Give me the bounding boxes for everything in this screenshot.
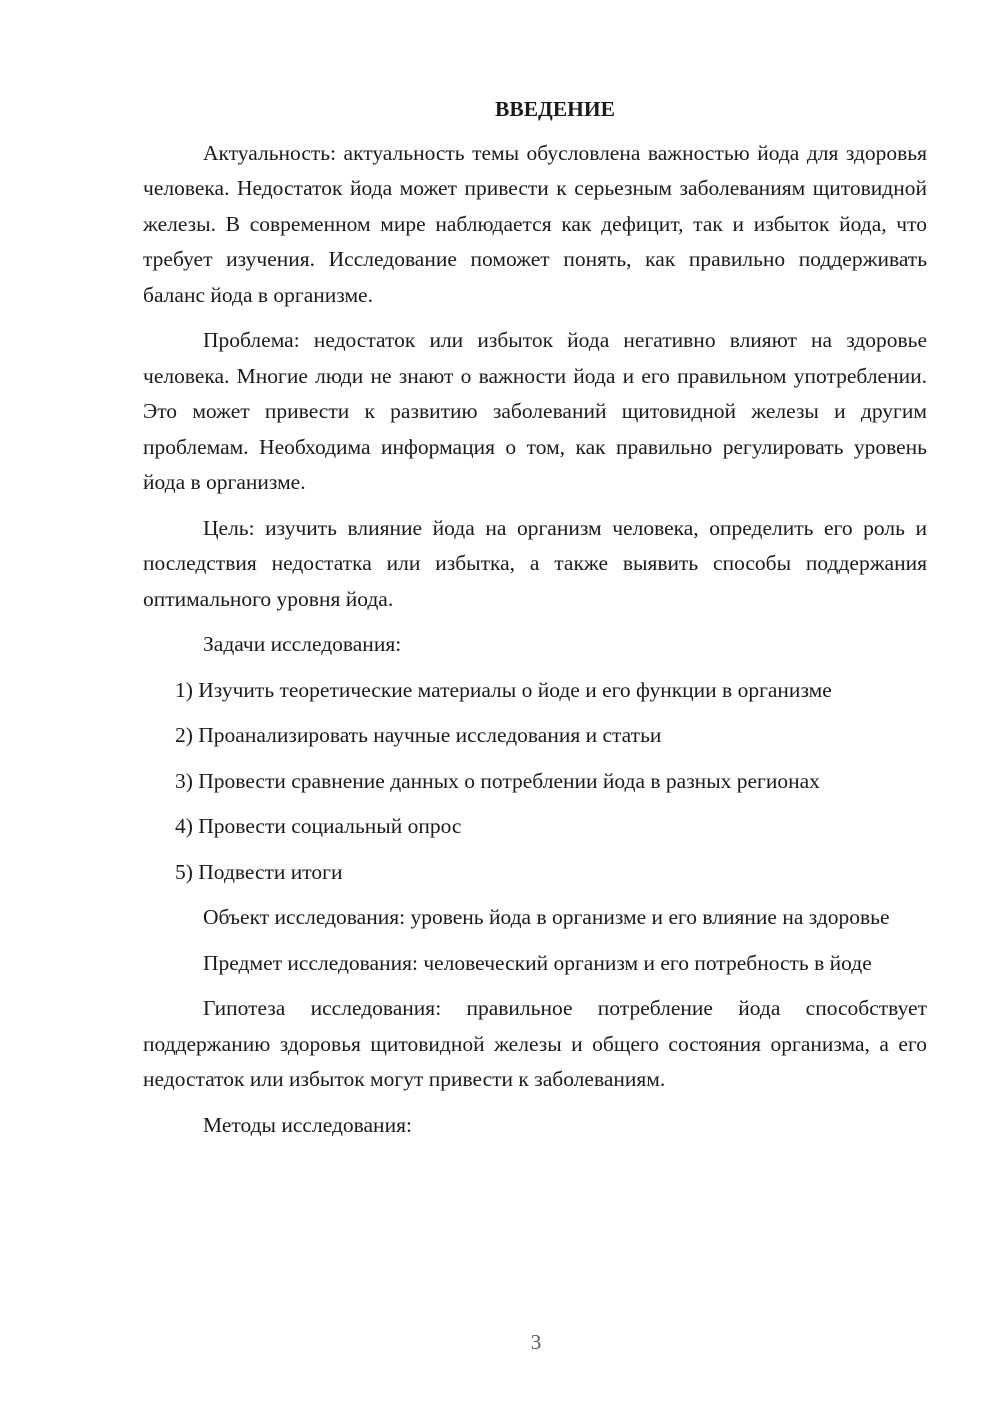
list-item: 3) Провести сравнение данных о потреблении йода в разных регионах xyxy=(175,768,820,793)
section-title: ВВЕДЕНИЕ xyxy=(495,97,615,121)
paragraph-hypothesis: Гипотеза исследования: правильное потребление йода способствует поддержанию здоровья щитовидной железы и общего состояния организма, а его недостаток или избыток могут привести к заболеваниям. xyxy=(143,996,927,1091)
list-item: 2) Проанализировать научные исследования и статьи xyxy=(175,723,662,747)
paragraph-relevance: Актуальность: актуальность темы обусловлена важностью йода для здоровья человека. Недостаток йода может привести к серьезным заболеваниям щитовидной железы. В современном мире наблюдается как дефицит, так и избыток йода, что требует изучения. Исследование поможет понять, как правильно поддерживать баланс йода в организме. xyxy=(143,140,927,307)
document-page xyxy=(143,92,927,1153)
list-item: 1) Изучить теоретические материалы о йоде и его функции в организме xyxy=(175,677,832,702)
methods-heading: Методы исследования: xyxy=(203,1112,412,1137)
tasks-heading: Задачи исследования: xyxy=(203,632,402,656)
page-number: 3 xyxy=(530,1330,542,1354)
list-item: 5) Подвести итоги xyxy=(175,859,343,884)
paragraph-problem: Проблема: недостаток или избыток йода негативно влияют на здоровье человека. Многие люди не знают о важности йода и его правильном употреблении. Это может привести к развитию заболеваний щитовидной железы и другим проблемам. Необходима информация о том, как правильно регулировать уровень йода в организме. xyxy=(143,328,927,494)
list-item: 4) Провести социальный опрос xyxy=(175,814,462,838)
tasks-list xyxy=(143,673,927,891)
paragraph-goal: Цель: изучить влияние йода на организм человека, определить его роль и последствия недостатка или избытка, а также выявить способы поддержания оптимального уровня йода. xyxy=(143,515,927,611)
paragraph-subject: Предмет исследования: человеческий организм и его потребность в йоде xyxy=(203,950,872,975)
paragraph-object: Объект исследования: уровень йода в организме и его влияние на здоровье xyxy=(203,905,890,929)
